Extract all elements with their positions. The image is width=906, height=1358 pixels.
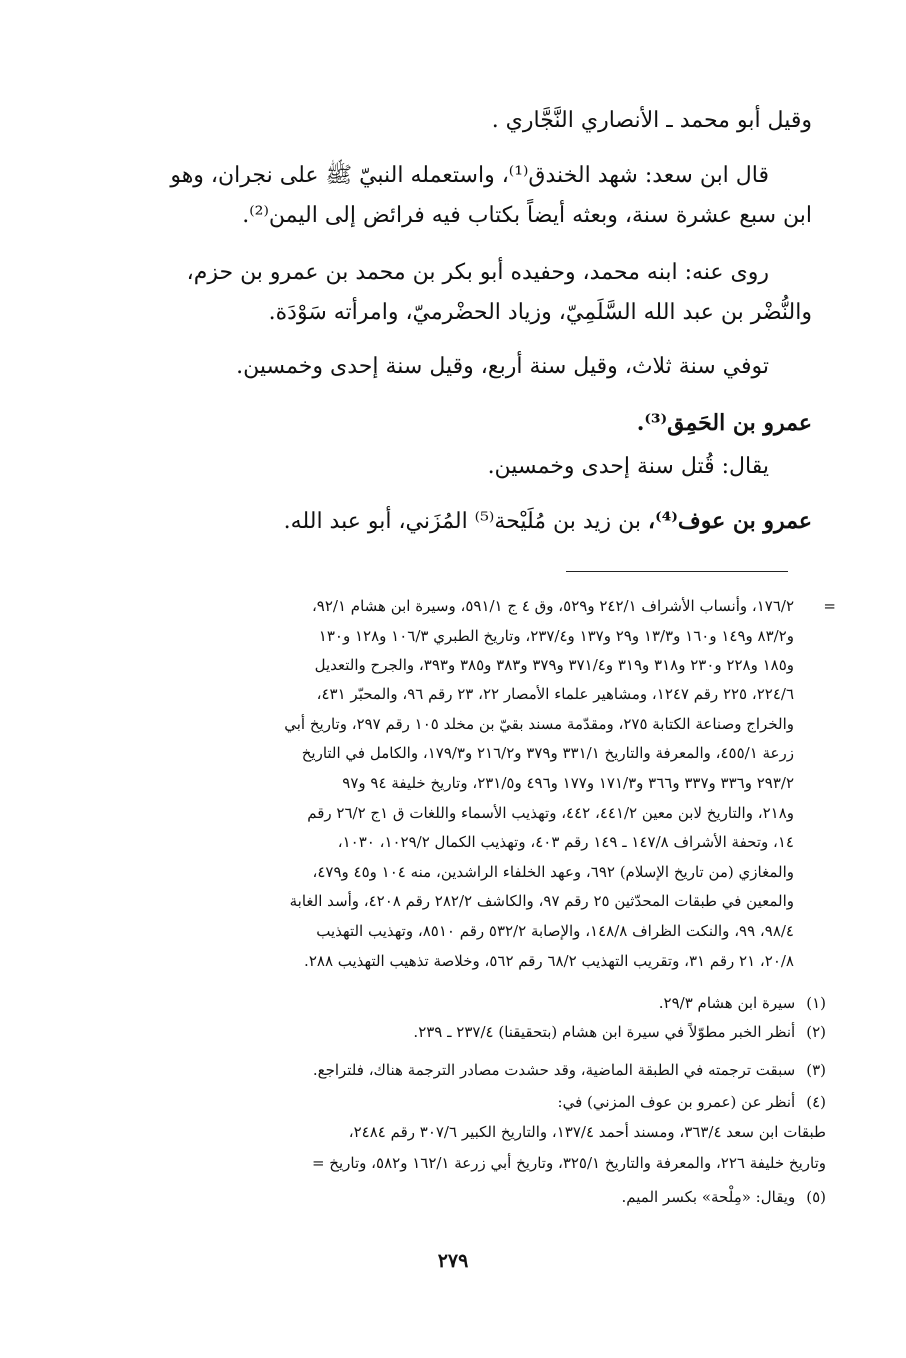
footnote-number: (٤): [806, 1093, 826, 1111]
continuation-line-4: ٢٢٤/٦، ٢٢٥ رقم ١٢٤٧، ومشاهير علماء الأمصار ٢٢، ٢٣ رقم ٩٦، والمحبّر ٤٣١،: [316, 685, 794, 703]
main-line-8: يقال: قُتل سنة إحدى وخمسين.: [487, 454, 769, 479]
main-line-4: روى عنه: ابنه محمد، وحفيده أبو بكر بن محمد بن عمرو بن حزم،: [186, 260, 769, 285]
main-line-1: وقيل أبو محمد ـ الأنصاري النَّجَّاري .: [491, 108, 812, 133]
continuation-line-10: والمغازي (من تاريخ الإسلام) ٦٩٢، وعهد الخلفاء الراشدين، منه ١٠٤ و٤٥ و٤٧٩،: [312, 863, 794, 881]
footnote-number: (٥): [806, 1188, 826, 1206]
page-number: ٢٧٩: [437, 1250, 469, 1272]
continuation-line-12: ٩٨/٤، ٩٩، والنكت الظراف ١٤٨/٨، والإصابة ٥٣٢/٢ رقم ٨٥١٠، وتهذيب التهذيب: [316, 922, 794, 940]
footnote-1: [659, 994, 826, 1012]
footnote-text: سيرة ابن هشام ٢٩/٣.: [658, 994, 796, 1012]
footnote-4-line-2: طبقات ابن سعد ٣٦٣/٤، ومسند أحمد ١٣٧/٤، والتاريخ الكبير ٣٠٧/٦ رقم ٢٤٨٤،: [348, 1123, 826, 1141]
footnote-text: أنظر عن (عمرو بن عوف المزني) في:: [557, 1093, 796, 1111]
continuation-line-1: ١٧٦/٢، وأنساب الأشراف ٢٤٢/١ و٥٢٩، وق ٤ ج ٥٩١/١، وسيرة ابن هشام ٩٢/١،: [311, 597, 794, 615]
continuation-line-5: والخراج وصناعة الكتابة ٢٧٥، ومقدّمة مسند بقيّ بن مخلد ١٠٥ رقم ٢٩٧، وتاريخ أبي: [284, 715, 794, 733]
continuation-line-3: و١٨٥ و٢٢٨ و٢٣٠ و٣١٨ و٣١٩ و٣٧١/٤ و٣٧٩ و٣٨٣ و٣٨٥ و٣٩٣، والجرح والتعديل: [314, 656, 794, 674]
entry-name-bold: عمرو بن عوف⁽⁴⁾،: [648, 508, 812, 534]
footnote-number: (١): [806, 994, 826, 1012]
continuation-line-8: و٢١٨، والتاريخ لابن معين ٤٤١/٢، ٤٤٢، وتهذيب الأسماء واللغات ق ١ج ٢٦/٢ رقم: [307, 804, 794, 822]
continuation-line-6: زرعة ٤٥٥/١، والمعرفة والتاريخ ٣٣١/١ و٣٧٩ و٢١٦/٢ و١٧٩/٣، والكامل في التاريخ: [301, 744, 794, 762]
continuation-line-7: ٢٩٣/٢ و٣٣٦ و٣٣٧ و٣٦٦ و١٧١/٣ و١٧٧ و٤٩٦ و٢٣١/٥، وتاريخ خليفة ٩٤ و٩٧: [342, 774, 794, 792]
main-line-3: ابن سبع عشرة سنة، وبعثه أيضاً بكتاب فيه فرائض إلى اليمن⁽²⁾.: [242, 203, 812, 228]
main-line-2: قال ابن سعد: شهد الخندق⁽¹⁾، واستعمله النبيّ ﷺ على نجران، وهو: [170, 163, 769, 188]
footnote-4-line-3: وتاريخ خليفة ٢٢٦، والمعرفة والتاريخ ٣٢٥/١، وتاريخ أبي زرعة ١٦٢/١ و٥٨٢، وتاريخ =: [311, 1154, 826, 1172]
footnote-text: ويقال: «مِلْحة» بكسر الميم.: [621, 1188, 796, 1206]
main-line-6: توفي سنة ثلاث، وقيل سنة أربع، وقيل سنة إحدى وخمسين.: [236, 354, 769, 379]
main-line-5: والنُّضْر بن عبد الله السَّلَمِيّ، وزياد الحضْرميّ، وامرأته سَوْدَة.: [268, 300, 812, 325]
footnote-text: أنظر الخبر مطوّلاً في سيرة ابن هشام (بتحقيقنا) ٢٣٧/٤ ـ ٢٣٩.: [413, 1023, 796, 1041]
continuation-line-2: و٨٣/٢ و١٤٩ و١٦٠ و١٣/٣ و٢٩ و١٣٧ و٢٣٧/٤، وتاريخ الطبري ١٠٦/٣ و١٢٨ و١٣٠: [318, 627, 794, 645]
entry-name-rest: بن زيد بن مُلَيْحة⁽⁵⁾ المُزَني، أبو عبد الله.: [283, 509, 642, 534]
continuation-marker: =: [823, 597, 836, 615]
entry-heading-amr-ibn-awf: [284, 508, 812, 534]
continuation-line-9: ١٤، وتحفة الأشراف ١٤٧/٨ ـ ١٤٩ رقم ٤٠٣، وتهذيب الكمال ١٠٢٩/٢، ١٠٣٠،: [337, 833, 794, 851]
footnote-number: (٢): [806, 1023, 826, 1041]
footnote-number: (٣): [806, 1061, 826, 1079]
footnote-separator: [566, 571, 788, 572]
footnote-text: سبقت ترجمته في الطبقة الماضية، وقد حشدت مصادر الترجمة هناك، فلتراجع.: [312, 1061, 796, 1079]
continuation-line-13: ٢٠/٨، ٢١ رقم ٣١، وتقريب التهذيب ٦٨/٢ رقم ٥٦٢، وخلاصة تذهيب التهذيب ٢٨٨.: [304, 952, 794, 970]
footnote-5: [622, 1188, 827, 1206]
footnote-3: [313, 1061, 826, 1079]
entry-heading-amr-ibn-al-hamiq: عمرو بن الحَمِق⁽³⁾.: [636, 410, 812, 436]
continuation-line-11: والمعين في طبقات المحدّثين ٢٥ رقم ٩٧، والكاشف ٢٨٢/٢ رقم ٤٢٠٨، وأسد الغابة: [289, 892, 794, 910]
footnote-2: [413, 1023, 826, 1041]
footnote-4: [558, 1093, 826, 1111]
